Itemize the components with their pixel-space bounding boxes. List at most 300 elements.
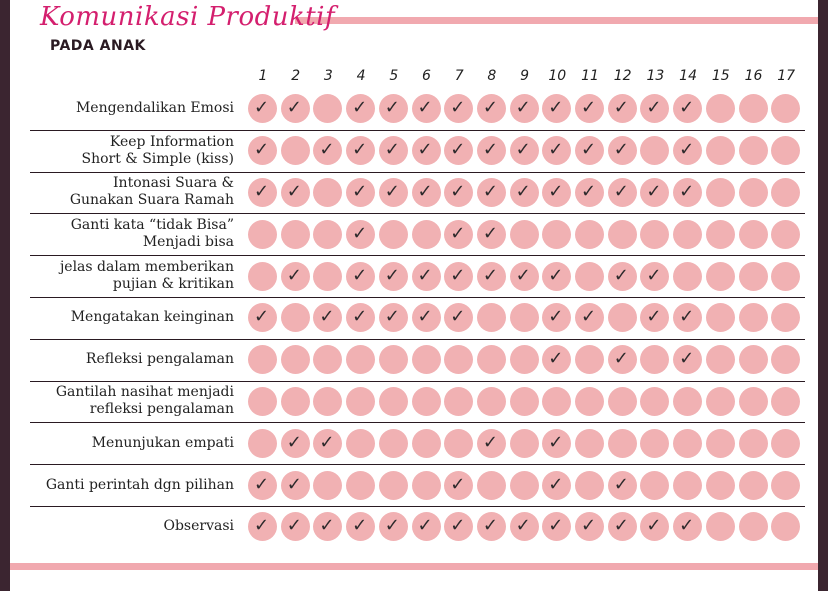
column-number: 2 [291, 68, 301, 84]
check-icon: ✓ [548, 473, 564, 495]
check-icon: ✓ [352, 264, 368, 286]
check-icon: ✓ [450, 181, 466, 202]
check-icon: ✓ [482, 431, 498, 453]
bottom-stripe [10, 563, 818, 570]
progress-circle [771, 303, 800, 332]
row-label-line: Gantilah nasihat menjadi [55, 384, 234, 401]
progress-circle [313, 345, 342, 374]
page-title: Komunikasi Produktif [40, 2, 336, 32]
check-icon: ✓ [613, 348, 629, 370]
row-label [14, 297, 234, 339]
top-stripe [295, 17, 818, 24]
progress-circle [281, 94, 310, 123]
progress-circle [346, 429, 375, 458]
progress-circle [706, 429, 735, 458]
progress-circle [542, 471, 571, 500]
check-icon: ✓ [515, 181, 531, 202]
progress-circle [575, 220, 604, 249]
column-number: 5 [389, 68, 399, 84]
check-icon: ✓ [319, 139, 335, 161]
check-icon: ✓ [679, 97, 695, 119]
progress-circle [771, 220, 800, 249]
progress-circle [444, 262, 473, 291]
check-icon: ✓ [482, 515, 498, 537]
progress-circle [575, 429, 604, 458]
progress-circle [771, 94, 800, 123]
check-icon: ✓ [319, 515, 335, 537]
progress-circle [346, 136, 375, 165]
check-icon: ✓ [384, 515, 400, 537]
check-icon: ✓ [548, 348, 564, 370]
progress-circle [640, 387, 669, 416]
progress-circle [608, 94, 637, 123]
check-icon: ✓ [613, 473, 629, 495]
progress-circle [444, 178, 473, 207]
row-label-line: pujian & kritikan [112, 276, 234, 293]
progress-circle [575, 178, 604, 207]
check-icon: ✓ [352, 306, 368, 328]
progress-circle [608, 178, 637, 207]
progress-circle [542, 220, 571, 249]
progress-circle [248, 512, 277, 541]
progress-circle [379, 303, 408, 332]
progress-circle [771, 262, 800, 291]
check-icon: ✓ [417, 264, 433, 286]
progress-circle [575, 512, 604, 541]
progress-circle [673, 429, 702, 458]
progress-circle [281, 303, 310, 332]
check-icon: ✓ [646, 181, 662, 202]
progress-circle [640, 178, 669, 207]
progress-circle [739, 512, 768, 541]
progress-circle [248, 262, 277, 291]
check-icon: ✓ [254, 181, 270, 202]
check-icon: ✓ [352, 222, 368, 244]
check-icon: ✓ [286, 181, 302, 202]
row-label [14, 339, 234, 381]
progress-circle [477, 429, 506, 458]
progress-circle [542, 262, 571, 291]
row-label [14, 422, 234, 464]
progress-circle [346, 345, 375, 374]
progress-circle [379, 220, 408, 249]
progress-circle [444, 345, 473, 374]
progress-circle [771, 178, 800, 207]
progress-circle [313, 220, 342, 249]
progress-circle [673, 512, 702, 541]
progress-circle [444, 387, 473, 416]
progress-circle [444, 94, 473, 123]
check-icon: ✓ [548, 181, 564, 202]
progress-circle [379, 262, 408, 291]
progress-circle [281, 262, 310, 291]
progress-circle [608, 262, 637, 291]
check-icon: ✓ [286, 473, 302, 495]
progress-circle [575, 471, 604, 500]
row-label-line: Ganti perintah dgn pilihan [45, 476, 234, 493]
progress-circle [575, 345, 604, 374]
progress-circle [510, 178, 539, 207]
check-icon: ✓ [286, 97, 302, 119]
check-icon: ✓ [417, 139, 433, 161]
row-label [14, 464, 234, 506]
progress-circle [379, 429, 408, 458]
progress-circle [412, 387, 441, 416]
row-label-line: Menunjukan empati [91, 434, 234, 451]
progress-circle [510, 471, 539, 500]
progress-circle [346, 512, 375, 541]
progress-circle [412, 303, 441, 332]
page-subtitle: PADA ANAK [50, 38, 146, 54]
column-number: 6 [422, 68, 431, 84]
progress-circle [248, 220, 277, 249]
column-number: 7 [454, 68, 464, 84]
progress-circle [510, 136, 539, 165]
check-icon: ✓ [679, 306, 695, 328]
progress-circle [510, 220, 539, 249]
check-icon: ✓ [450, 473, 466, 495]
progress-circle [248, 387, 277, 416]
check-icon: ✓ [613, 97, 629, 119]
check-icon: ✓ [548, 97, 564, 119]
progress-circle [444, 303, 473, 332]
progress-circle [706, 303, 735, 332]
column-number: 8 [487, 68, 497, 84]
progress-circle [739, 303, 768, 332]
column-number: 15 [711, 68, 730, 84]
check-icon: ✓ [548, 306, 564, 328]
check-icon: ✓ [482, 264, 498, 286]
progress-circle [412, 345, 441, 374]
progress-circle [510, 303, 539, 332]
check-icon: ✓ [613, 139, 629, 161]
row-label [14, 506, 234, 548]
progress-circle [542, 387, 571, 416]
progress-circle [281, 345, 310, 374]
check-icon: ✓ [450, 264, 466, 286]
progress-circle [346, 303, 375, 332]
check-icon: ✓ [581, 515, 597, 537]
progress-circle [673, 262, 702, 291]
check-icon: ✓ [581, 139, 597, 161]
progress-circle [248, 345, 277, 374]
progress-circle [477, 387, 506, 416]
row-label-line: Gunakan Suara Ramah [69, 192, 234, 209]
progress-circle [771, 387, 800, 416]
check-icon: ✓ [450, 97, 466, 119]
progress-circle [412, 94, 441, 123]
progress-circle [477, 94, 506, 123]
progress-circle [706, 136, 735, 165]
progress-circle [477, 220, 506, 249]
row-label [14, 130, 234, 172]
column-number: 3 [323, 68, 333, 84]
progress-circle [379, 512, 408, 541]
check-icon: ✓ [286, 431, 302, 453]
column-number: 1 [258, 68, 268, 84]
progress-circle [739, 94, 768, 123]
check-icon: ✓ [548, 515, 564, 537]
check-icon: ✓ [646, 306, 662, 328]
progress-circle [673, 136, 702, 165]
check-icon: ✓ [646, 515, 662, 537]
check-icon: ✓ [352, 139, 368, 161]
progress-circle [313, 178, 342, 207]
column-number: 12 [613, 68, 632, 84]
progress-circle [673, 471, 702, 500]
column-number: 9 [520, 68, 530, 84]
progress-circle [444, 512, 473, 541]
progress-circle [313, 262, 342, 291]
progress-circle [444, 136, 473, 165]
progress-circle [444, 220, 473, 249]
check-icon: ✓ [613, 515, 629, 537]
check-icon: ✓ [352, 181, 368, 202]
progress-circle [739, 471, 768, 500]
check-icon: ✓ [384, 306, 400, 328]
check-icon: ✓ [450, 139, 466, 161]
check-icon: ✓ [613, 181, 629, 202]
progress-circle [706, 178, 735, 207]
right-frame-bar [818, 0, 828, 591]
row-label [14, 255, 234, 297]
progress-circle [313, 512, 342, 541]
progress-circle [248, 136, 277, 165]
progress-circle [706, 471, 735, 500]
progress-circle [412, 220, 441, 249]
progress-circle [640, 345, 669, 374]
progress-circle [510, 512, 539, 541]
progress-circle [477, 512, 506, 541]
progress-circle [346, 471, 375, 500]
progress-circle [313, 303, 342, 332]
progress-circle [673, 94, 702, 123]
row-label [14, 172, 234, 214]
check-icon: ✓ [352, 515, 368, 537]
check-icon: ✓ [482, 222, 498, 244]
row-label-line: refleksi pengalaman [89, 401, 234, 418]
progress-circle [477, 345, 506, 374]
row-label-line: jelas dalam memberikan [59, 259, 234, 276]
column-number: 16 [744, 68, 763, 84]
check-icon: ✓ [417, 181, 433, 202]
row-label [14, 381, 234, 423]
progress-circle [542, 345, 571, 374]
check-icon: ✓ [679, 181, 695, 202]
progress-circle [510, 387, 539, 416]
check-icon: ✓ [581, 181, 597, 202]
check-icon: ✓ [417, 515, 433, 537]
check-icon: ✓ [515, 139, 531, 161]
check-icon: ✓ [254, 139, 270, 161]
check-icon: ✓ [254, 97, 270, 119]
progress-circle [640, 471, 669, 500]
check-icon: ✓ [581, 97, 597, 119]
check-icon: ✓ [254, 515, 270, 537]
progress-circle [739, 387, 768, 416]
progress-circle [477, 178, 506, 207]
progress-circle [542, 94, 571, 123]
progress-circle [673, 220, 702, 249]
progress-circle [608, 303, 637, 332]
check-icon: ✓ [548, 264, 564, 286]
progress-circle [739, 429, 768, 458]
progress-circle [771, 471, 800, 500]
check-icon: ✓ [482, 97, 498, 119]
check-icon: ✓ [646, 97, 662, 119]
progress-circle [673, 303, 702, 332]
progress-circle [608, 387, 637, 416]
progress-circle [313, 136, 342, 165]
progress-circle [346, 387, 375, 416]
progress-circle [771, 512, 800, 541]
progress-circle [640, 512, 669, 541]
progress-circle [477, 303, 506, 332]
progress-circle [575, 94, 604, 123]
left-frame-bar [0, 0, 10, 591]
progress-circle [379, 387, 408, 416]
progress-circle [640, 136, 669, 165]
progress-circle [281, 471, 310, 500]
check-icon: ✓ [450, 222, 466, 244]
check-icon: ✓ [581, 306, 597, 328]
check-icon: ✓ [417, 97, 433, 119]
check-icon: ✓ [646, 264, 662, 286]
progress-circle [346, 220, 375, 249]
progress-circle [248, 178, 277, 207]
progress-circle [673, 178, 702, 207]
check-icon: ✓ [450, 515, 466, 537]
row-label-line: Observasi [163, 518, 234, 535]
progress-circle [313, 471, 342, 500]
column-number: 10 [548, 68, 567, 84]
progress-circle [771, 136, 800, 165]
progress-circle [412, 136, 441, 165]
progress-circle [346, 262, 375, 291]
progress-circle [346, 178, 375, 207]
check-icon: ✓ [450, 306, 466, 328]
column-number: 14 [679, 68, 697, 84]
progress-circle [608, 345, 637, 374]
progress-circle [640, 262, 669, 291]
progress-circle [542, 178, 571, 207]
progress-circle [739, 220, 768, 249]
row-label-line: Short & Simple (kiss) [81, 150, 234, 167]
progress-circle [673, 345, 702, 374]
progress-circle [248, 471, 277, 500]
row-label [14, 88, 234, 130]
progress-circle [575, 262, 604, 291]
row-label-line: Mengendalikan Emosi [75, 100, 234, 117]
progress-circle [739, 136, 768, 165]
row-label-line: Menjadi bisa [142, 234, 234, 251]
progress-circle [608, 220, 637, 249]
check-icon: ✓ [679, 139, 695, 161]
progress-circle [575, 303, 604, 332]
progress-circle [379, 178, 408, 207]
row-label-line: Intonasi Suara & [113, 175, 234, 192]
progress-circle [608, 512, 637, 541]
check-icon: ✓ [515, 97, 531, 119]
progress-circle [640, 94, 669, 123]
progress-circle [510, 429, 539, 458]
check-icon: ✓ [254, 306, 270, 328]
progress-circle [542, 303, 571, 332]
check-icon: ✓ [417, 306, 433, 328]
progress-circle [739, 262, 768, 291]
progress-circle [510, 94, 539, 123]
progress-circle [412, 178, 441, 207]
progress-circle [608, 471, 637, 500]
progress-circle [575, 136, 604, 165]
progress-circle [706, 262, 735, 291]
progress-circle [281, 512, 310, 541]
progress-circle [346, 94, 375, 123]
progress-circle [412, 429, 441, 458]
progress-circle [412, 471, 441, 500]
progress-circle [248, 429, 277, 458]
check-icon: ✓ [613, 264, 629, 286]
check-icon: ✓ [548, 139, 564, 161]
progress-circle [608, 136, 637, 165]
progress-circle [477, 136, 506, 165]
progress-circle [313, 94, 342, 123]
row-label-line: Ganti kata “tidak Bisa” [70, 217, 234, 234]
progress-circle [379, 471, 408, 500]
progress-circle [281, 429, 310, 458]
progress-circle [379, 345, 408, 374]
progress-circle [542, 512, 571, 541]
check-icon: ✓ [352, 97, 368, 119]
column-number: 17 [777, 68, 796, 84]
progress-circle [706, 345, 735, 374]
progress-circle [444, 429, 473, 458]
row-label-line: Refleksi pengalaman [85, 351, 234, 368]
check-icon: ✓ [384, 139, 400, 161]
progress-circle [248, 303, 277, 332]
check-icon: ✓ [286, 515, 302, 537]
progress-circle [510, 345, 539, 374]
progress-circle [706, 94, 735, 123]
progress-circle [248, 94, 277, 123]
progress-circle [640, 303, 669, 332]
progress-circle [412, 512, 441, 541]
check-icon: ✓ [482, 181, 498, 202]
progress-circle [412, 262, 441, 291]
check-icon: ✓ [515, 264, 531, 286]
progress-circle [510, 262, 539, 291]
progress-circle [313, 429, 342, 458]
progress-circle [313, 387, 342, 416]
check-icon: ✓ [319, 306, 335, 328]
column-number: 13 [646, 68, 665, 84]
progress-circle [706, 387, 735, 416]
progress-circle [477, 262, 506, 291]
check-icon: ✓ [384, 97, 400, 119]
progress-circle [673, 387, 702, 416]
progress-circle [444, 471, 473, 500]
check-icon: ✓ [482, 139, 498, 161]
progress-circle [281, 387, 310, 416]
check-icon: ✓ [286, 264, 302, 286]
check-icon: ✓ [384, 264, 400, 286]
check-icon: ✓ [548, 431, 564, 453]
check-icon: ✓ [515, 515, 531, 537]
progress-circle [640, 429, 669, 458]
check-icon: ✓ [679, 515, 695, 537]
progress-circle [608, 429, 637, 458]
check-icon: ✓ [384, 181, 400, 202]
